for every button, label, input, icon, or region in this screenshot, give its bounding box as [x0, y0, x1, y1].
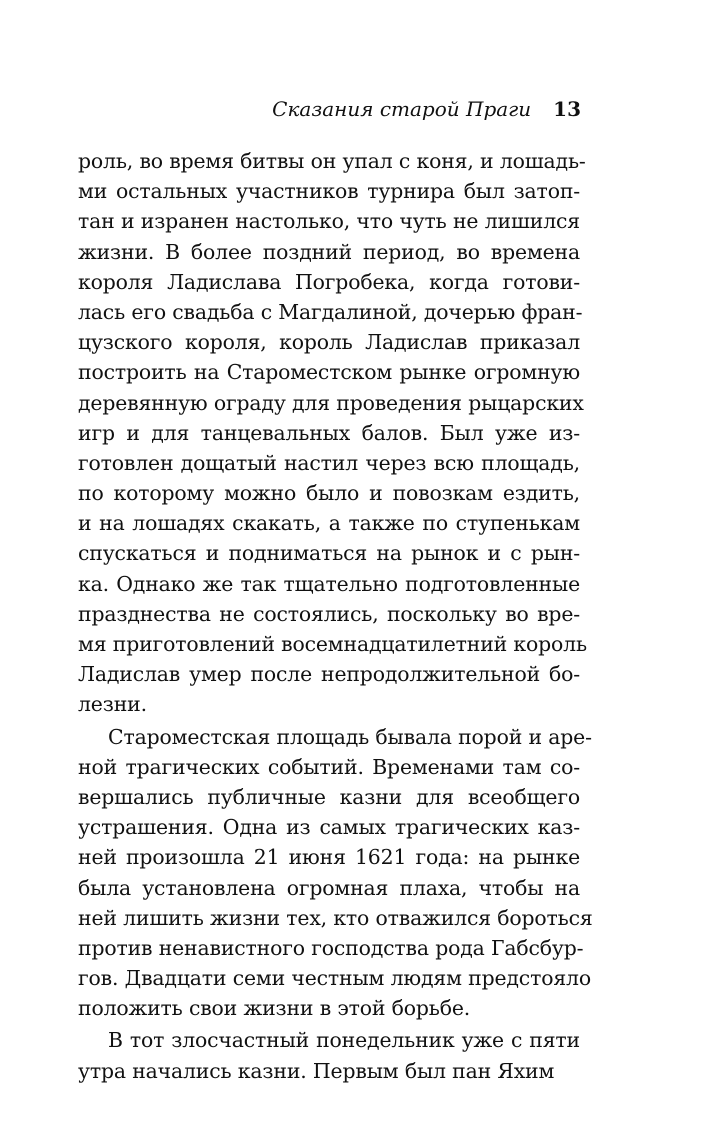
page-number: 13 — [553, 97, 581, 121]
text-line: и на лошадях скакать, а также по ступенькам — [78, 511, 580, 536]
text-line: вершались публичные казни для всеобщего — [78, 784, 580, 809]
text-line: ней лишить жизни тех, кто отважился бороться — [78, 905, 593, 930]
text-line: деревянную ограду для проведения рыцарских — [78, 390, 584, 415]
text-line: по которому можно было и повозкам ездить, — [78, 481, 580, 506]
text-line: лезни. — [78, 692, 147, 717]
text-line: ней произошла 21 июня 1621 года: на рынке — [78, 845, 580, 870]
text-line: готовлен дощатый настил через всю площадь, — [78, 450, 580, 475]
text-line: гов. Двадцати семи честным людям предстояло — [78, 966, 591, 991]
text-line: устрашения. Одна из самых трагических каз- — [78, 815, 580, 840]
body-text — [78, 146, 593, 1088]
text-line: положить свои жизни в этой борьбе. — [78, 996, 471, 1021]
text-line: роль, во время битвы он упал с коня, и лошадь- — [78, 149, 586, 173]
text-line: Ладислав умер после непродолжительной бо- — [78, 662, 580, 687]
running-header — [272, 96, 581, 122]
text-line: построить на Староместском рынке огромную — [78, 360, 580, 385]
text-line: против ненавистного господства рода Габсбур- — [78, 935, 584, 960]
paragraph — [78, 146, 587, 720]
text-line: цузского короля, король Ладислав приказал — [78, 330, 580, 355]
text-line: жизни. В более поздний период, во времена — [78, 239, 580, 264]
text-line: ка. Однако же так тщательно подготовленные — [78, 571, 580, 596]
text-line: В тот злосчастный понедельник уже с пяти — [108, 1028, 580, 1053]
text-line: Староместская площадь бывала порой и аре- — [108, 724, 592, 749]
text-line: мя приготовлений восемнадцатилетний король — [78, 632, 587, 656]
text-line: была установлена огромная плаха, чтобы на — [78, 875, 580, 900]
text-line: ной трагических событий. Временами там со- — [78, 754, 580, 779]
text-line: празднества не состоялись, поскольку во вре- — [78, 601, 580, 626]
paragraph — [78, 722, 593, 1024]
text-line: спускаться и подниматься на рынок и с рын- — [78, 541, 580, 566]
text-line: лась его свадьба с Магдалиной, дочерью фран- — [78, 299, 583, 324]
text-line: тан и изранен настолько, что чуть не лишился — [78, 209, 580, 234]
paragraph — [78, 1025, 580, 1085]
text-line: короля Ладислава Погробека, когда готови- — [78, 269, 580, 294]
text-line: утра начались казни. Первым был пан Яхим — [78, 1058, 555, 1083]
text-line: ми остальных участников турнира был затоп- — [78, 179, 580, 204]
text-line: игр и для танцевальных балов. Был уже из- — [78, 420, 580, 445]
running-header-title: Сказания старой Праги — [272, 97, 532, 121]
